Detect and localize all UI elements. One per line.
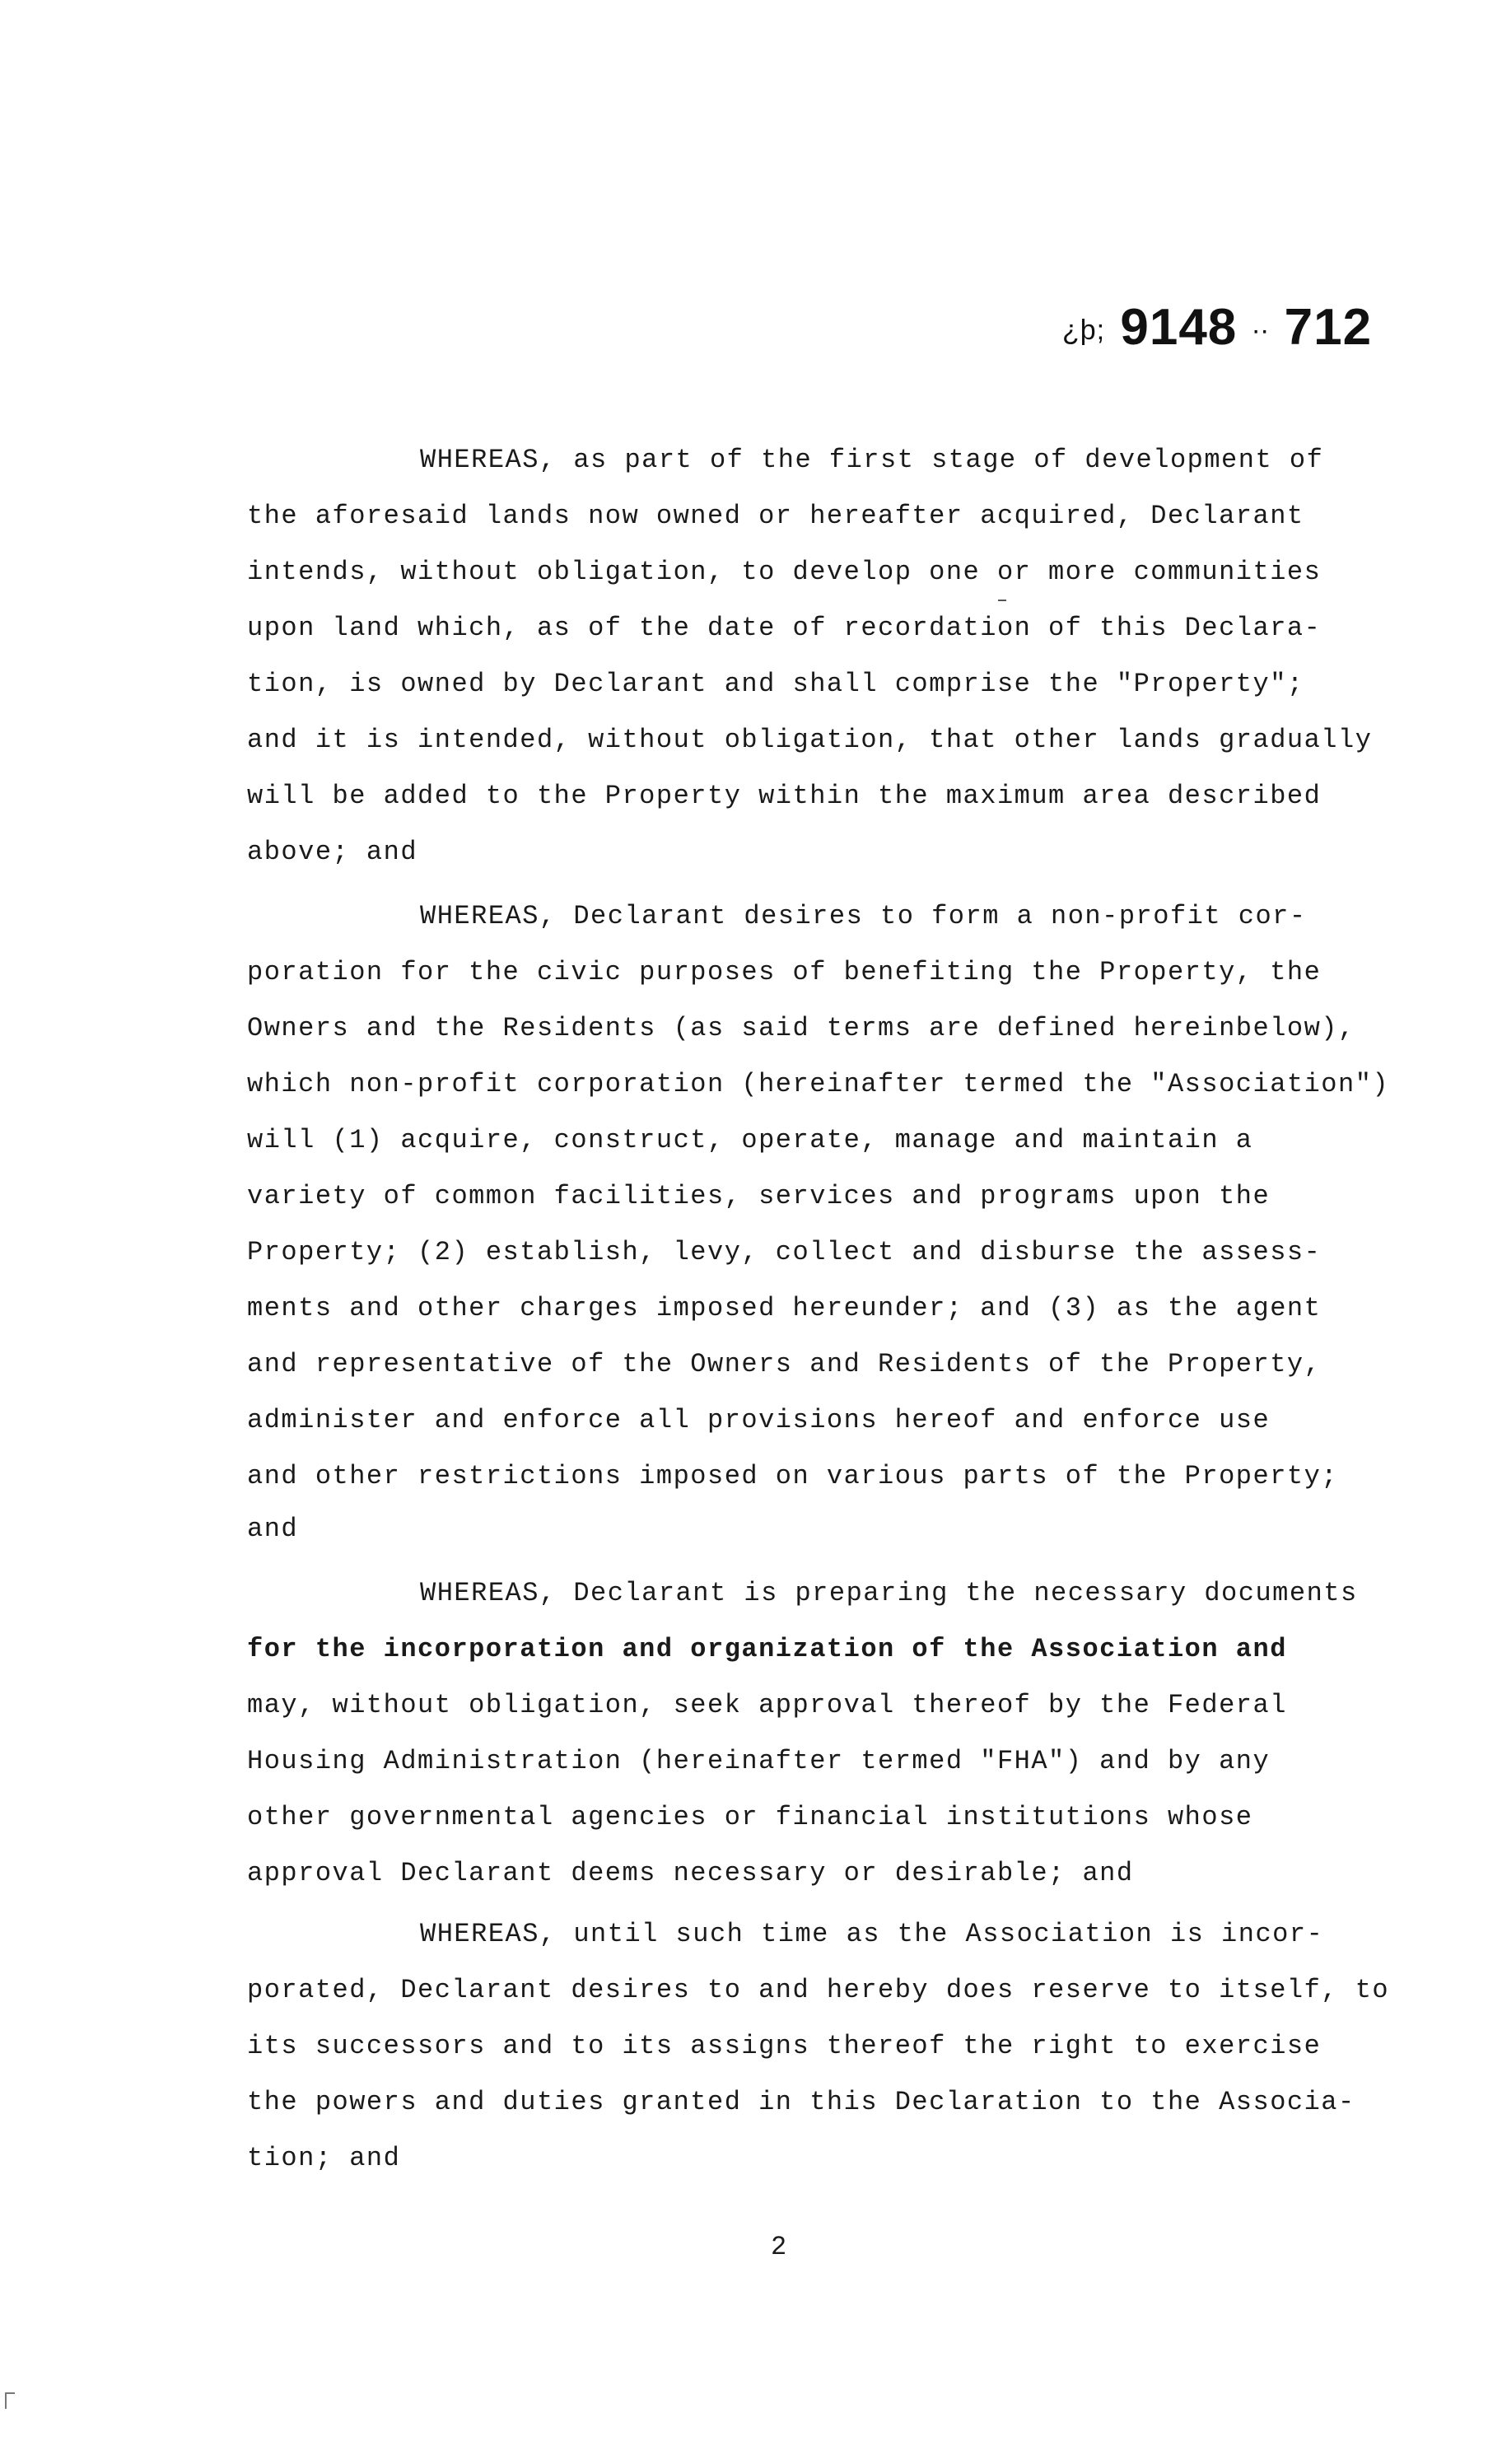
stamp-mid: ∙∙ (1252, 315, 1270, 347)
text-line: and other restrictions imposed on various parts of the Property; (247, 1461, 1338, 1491)
margin-mark (998, 600, 1006, 601)
text-line: tion, is owned by Declarant and shall comprise the "Property"; (247, 669, 1304, 699)
text-line: and representative of the Owners and Residents of the Property, (247, 1349, 1322, 1379)
text-line: which non-profit corporation (hereinafter termed the "Association") (247, 1069, 1390, 1099)
text-line: poration for the civic purposes of benefiting the Property, the (247, 957, 1322, 987)
text-line: Property; (2) establish, levy, collect and disburse the assess- (247, 1237, 1322, 1267)
text-line: WHEREAS, Declarant desires to form a non-profit cor- (420, 901, 1307, 931)
text-line: WHEREAS, as part of the first stage of development of (420, 445, 1324, 475)
stamp-prefix: ¿þ; (1062, 315, 1106, 347)
book-page-stamp (1062, 298, 1372, 357)
text-line: above; and (247, 837, 418, 867)
text-line: for the incorporation and organization of the Association and (247, 1634, 1287, 1664)
text-line: its successors and to its assigns thereof the right to exercise (247, 2031, 1322, 2061)
text-line: Owners and the Residents (as said terms are defined hereinbelow), (247, 1013, 1355, 1043)
text-line: will (1) acquire, construct, operate, manage and maintain a (247, 1125, 1253, 1155)
scan-edge-mark (5, 2392, 15, 2409)
book-number: 9148 (1120, 299, 1238, 356)
page-number: 2 (771, 2232, 787, 2262)
stamp-page-number: 712 (1284, 299, 1373, 356)
text-line: WHEREAS, until such time as the Association is incor- (420, 1919, 1324, 1949)
text-line: upon land which, as of the date of recordation of this Declara- (247, 613, 1322, 643)
text-line: other governmental agencies or financial institutions whose (247, 1802, 1253, 1832)
text-line: and (247, 1514, 299, 1544)
text-line: will be added to the Property within the maximum area described (247, 781, 1322, 811)
text-line: the aforesaid lands now owned or hereafter acquired, Declarant (247, 501, 1304, 531)
text-line: intends, without obligation, to develop one or more communities (247, 557, 1322, 587)
text-line: administer and enforce all provisions hereof and enforce use (247, 1405, 1271, 1435)
text-line: variety of common facilities, services and programs upon the (247, 1181, 1271, 1211)
text-line: ments and other charges imposed hereunder; and (3) as the agent (247, 1293, 1322, 1323)
text-line: WHEREAS, Declarant is preparing the necessary documents (420, 1578, 1358, 1608)
text-line: Housing Administration (hereinafter termed "FHA") and by any (247, 1746, 1271, 1776)
text-line: and it is intended, without obligation, that other lands gradually (247, 725, 1373, 755)
text-line: may, without obligation, seek approval thereof by the Federal (247, 1690, 1287, 1720)
text-line: tion; and (247, 2143, 401, 2173)
text-line: approval Declarant deems necessary or desirable; and (247, 1858, 1134, 1888)
text-line: porated, Declarant desires to and hereby does reserve to itself, to (247, 1975, 1390, 2005)
text-line: the powers and duties granted in this Declaration to the Associa- (247, 2087, 1355, 2117)
